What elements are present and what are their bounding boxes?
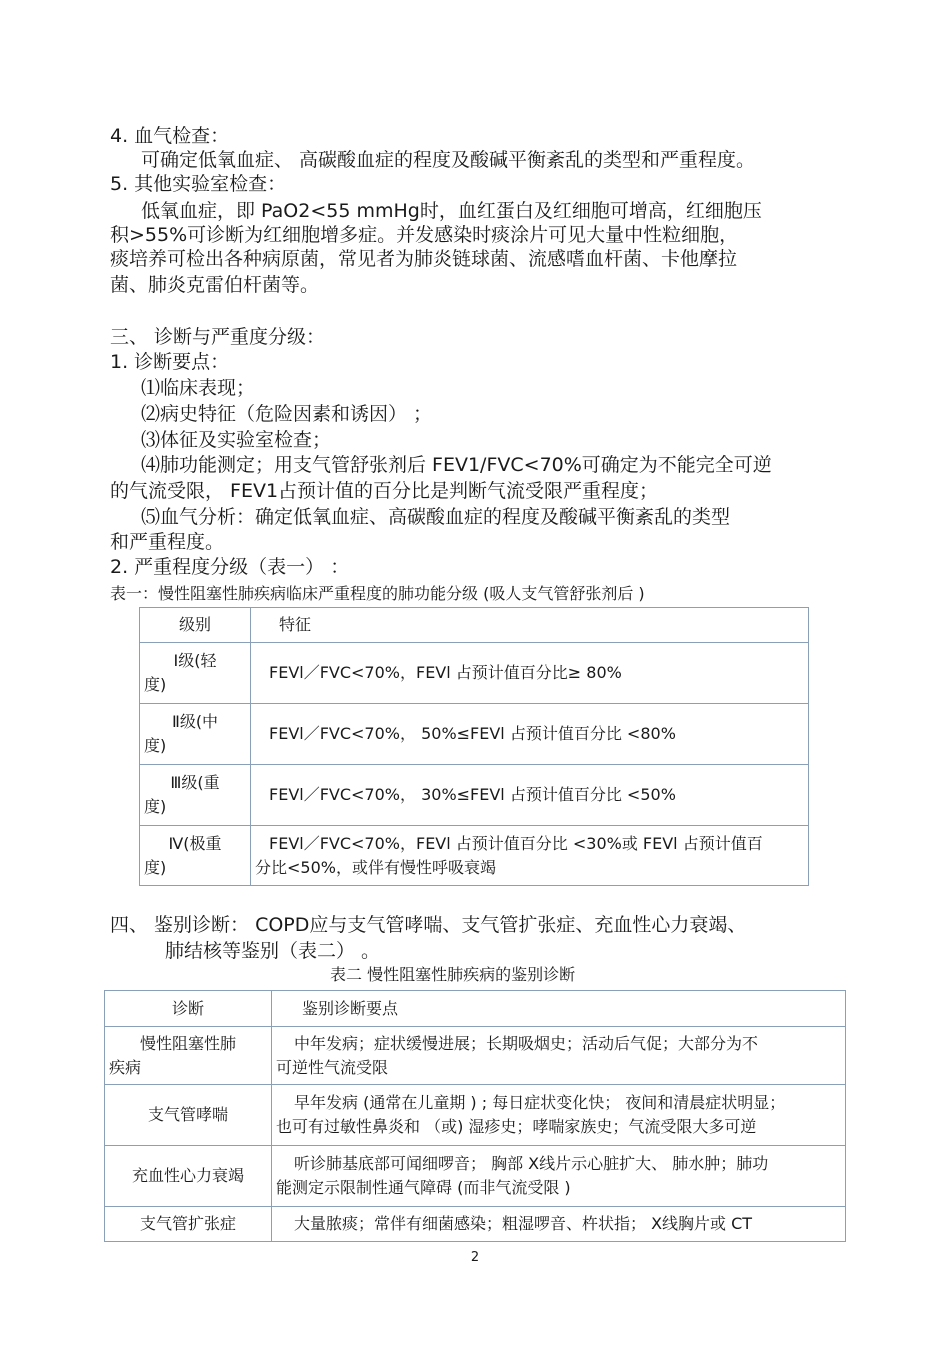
feature-cell (251, 643, 809, 704)
grade-text: 度) (144, 675, 167, 694)
points-text: 可逆性气流受限 (276, 1057, 389, 1077)
grade-text: 度) (144, 857, 167, 877)
feature-text: FEVl／FVC<70%， 30%≤FEVl 占预计值百分比 <50% (269, 785, 676, 804)
diagnosis-point-3: ⑶体征及实验室检查； (141, 429, 332, 451)
diagnosis-text: 充血性心力衰竭 (131, 1166, 244, 1185)
grade-cell (140, 643, 251, 704)
table-row (105, 1146, 846, 1207)
table-row (140, 643, 809, 704)
header-feature: 特征 (251, 608, 809, 643)
diagnosis-cell (105, 1027, 272, 1085)
feature-text: FEVl／FVC<70%，FEVl 占预计值百分比≥ 80% (269, 663, 622, 682)
feature-cell (251, 704, 809, 765)
diagnosis-point-4-line-1: ⑷肺功能测定；用支气管舒张剂后 FEV1/FVC<70%可确定为不能完全可逆 (141, 454, 772, 476)
diagnosis-cell (105, 1146, 272, 1207)
feature-cell (251, 765, 809, 826)
points-cell (272, 1027, 846, 1085)
differential-table (104, 990, 846, 1242)
feature-cell (251, 826, 809, 886)
points-cell (272, 1146, 846, 1207)
section-4-title: 4. 血气检查： (110, 125, 230, 147)
diagnosis-point-5-line-2: 和严重程度。 (110, 531, 225, 553)
diagnosis-text: 支气管扩张症 (139, 1214, 236, 1233)
table-row (140, 765, 809, 826)
table-row (140, 826, 809, 886)
section-5-line-2: 积>55%可诊断为红细胞增多症。并发感染时痰涂片可见大量中性粒细胞， (110, 224, 739, 246)
header-grade: 级别 (140, 608, 251, 643)
differential-heading-line-1: 四、 鉴别诊断： COPD应与支气管哮喘、支气管扩张症、充血性心力衰竭、 (110, 914, 747, 936)
diagnosis-cell (105, 1207, 272, 1242)
points-cell (272, 1085, 846, 1146)
diagnosis-point-1: ⑴临床表现； (141, 377, 256, 399)
points-text: 大量脓痰；常伴有细菌感染；粗湿啰音、杵状指； X线胸片或 CT (294, 1214, 753, 1233)
grade-text: 度) (144, 797, 167, 816)
grade-cell (140, 704, 251, 765)
points-text: 也可有过敏性鼻炎和 （或) 湿疹史；哮喘家族史；气流受限大多可逆 (276, 1117, 757, 1136)
section-5-line-1: 低氧血症，即 PaO2<55 mmHg时，血红蛋白及红细胞可增高，红细胞压 (141, 200, 762, 222)
grade-text: Ⅰ级(轻 (173, 651, 217, 670)
grade-cell (140, 765, 251, 826)
table-row (105, 1027, 846, 1085)
diagnosis-text: 支气管哮喘 (147, 1105, 228, 1124)
diagnosis-cell (105, 1085, 272, 1146)
section-4-body: 可确定低氧血症、 高碳酸血症的程度及酸碱平衡紊乱的类型和严重程度。 (141, 149, 756, 171)
page-number: 2 (470, 1250, 480, 1265)
table-header-row (105, 991, 846, 1027)
section-5-line-4: 菌、肺炎克雷伯杆菌等。 (110, 274, 320, 296)
header-points: 鉴别诊断要点 (272, 991, 846, 1027)
table-1-caption: 表一：慢性阻塞性肺疾病临床严重程度的肺功能分级 (吸人支气管舒张剂后 ) (110, 584, 645, 603)
differential-heading-line-2: 肺结核等鉴别（表二） 。 (165, 940, 381, 962)
diagnosis-text: 疾病 (109, 1057, 142, 1077)
diagnosis-heading: 三、 诊断与严重度分级： (110, 326, 326, 348)
grade-text: Ⅳ(极重 (168, 833, 222, 853)
header-diagnosis: 诊断 (105, 991, 272, 1027)
diagnosis-point-4-line-2: 的气流受限， FEV1占预计值的百分比是判断气流受限严重程度； (110, 480, 659, 502)
diagnosis-points-title: 1. 诊断要点： (110, 351, 230, 373)
diagnosis-point-2: ⑵病史特征（危险因素和诱因） ； (141, 403, 433, 425)
table-row (105, 1085, 846, 1146)
table-row (105, 1207, 846, 1242)
points-text: 能测定示限制性通气障碍 (而非气流受限 ) (276, 1178, 571, 1197)
feature-text: FEVl／FVC<70%，FEVl 占预计值百分比 <30%或 FEVl 占预计值百 (269, 833, 763, 853)
section-5-title: 5. 其他实验室检查： (110, 173, 287, 195)
grade-text: Ⅱ级(中 (171, 712, 219, 731)
section-5-line-3: 痰培养可检出各种病原菌，常见者为肺炎链球菌、流感嗜血杆菌、卡他摩拉 (110, 248, 738, 270)
grading-title: 2. 严重程度分级（表一） ： (110, 556, 350, 578)
feature-text: FEVl／FVC<70%， 50%≤FEVl 占预计值百分比 <80% (269, 724, 676, 743)
table-2-caption: 表二 慢性阻塞性肺疾病的鉴别诊断 (330, 965, 576, 984)
severity-table (139, 607, 809, 886)
points-text: 中年发病；症状缓慢进展；长期吸烟史；活动后气促；大部分为不 (294, 1033, 759, 1053)
points-cell (272, 1207, 846, 1242)
grade-text: 度) (144, 736, 167, 755)
feature-text: 分比<50%，或伴有慢性呼吸衰竭 (255, 857, 496, 877)
diagnosis-text: 慢性阻塞性肺 (139, 1033, 236, 1053)
points-text: 听诊肺基底部可闻细啰音； 胸部 X线片示心脏扩大、 肺水肿；肺功 (294, 1154, 769, 1173)
points-text: 早年发病 (通常在儿童期 ) ; 每日症状变化快； 夜间和清晨症状明显； (294, 1093, 786, 1112)
table-header-row (140, 608, 809, 643)
grade-cell (140, 826, 251, 886)
diagnosis-point-5-line-1: ⑸血气分析：确定低氧血症、高碳酸血症的程度及酸碱平衡紊乱的类型 (141, 506, 731, 528)
table-row (140, 704, 809, 765)
grade-text: Ⅲ级(重 (170, 773, 220, 792)
